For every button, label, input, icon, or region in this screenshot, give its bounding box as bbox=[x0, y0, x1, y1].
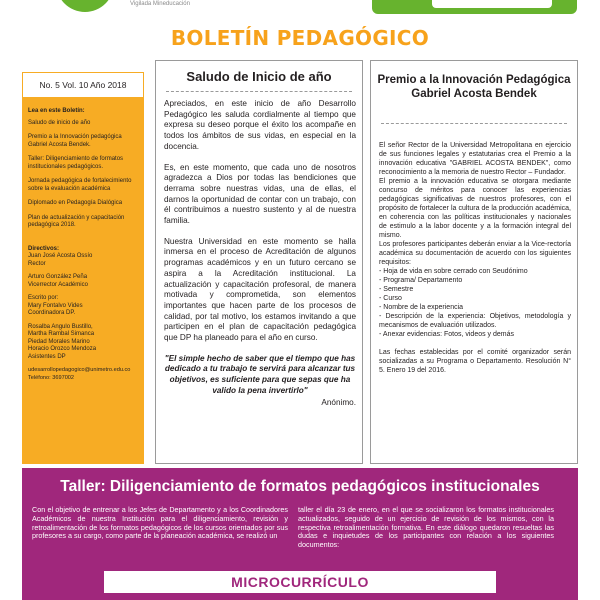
requirement-item: - Semestre bbox=[379, 286, 414, 293]
premio-title: Premio a la Innovación Pedagógica Gabriel Acosta Bendek bbox=[377, 74, 571, 100]
requirement-item: - Programa/ Departamento bbox=[379, 277, 463, 284]
green-banner-shape bbox=[372, 0, 577, 14]
paragraph: Es, en este momento, que cada uno de nosotros agradezca a Dios por todas las bendiciones que derrama sobre nuestras vidas, una de ellas, el darnos la oportunidad de contar con un trabajo, con él contribuimos a nuestro sustento y al de nuestra familia. bbox=[164, 162, 356, 226]
assistants-entry: Rosalba Angulo Bustillo, Martha Rambal Simanca Piedad Morales Marino Horacio Orozco Mendoza Asistentes DP bbox=[28, 323, 97, 360]
sidebar bbox=[22, 72, 144, 464]
contents-item: Premio a la Innovación pedagógica Gabriel Acosta Bendek. bbox=[28, 134, 122, 148]
taller-title: Taller: Diligenciamiento de formatos pedagógicos institucionales bbox=[60, 478, 540, 495]
contents-item: Diplomado en Pedagogía Dialógica bbox=[28, 200, 123, 206]
paragraph: Apreciados, en este inicio de año Desarrollo Pedagógico les saluda cordialmente al tiempo que expresa su deseo porque el éxito los acompañe en todos los ámbitos de sus vidas, en especial en la docencia. bbox=[164, 99, 356, 151]
contact-entry: udesarrollopedagogico@unimetro.edu.co Teléfono: 3697002 bbox=[28, 367, 131, 381]
contents-item: Taller: Diligenciamiento de formatos institucionales pedagógicos. bbox=[28, 156, 124, 170]
paragraph: Los profesores participantes deberán enviar a la Vice-rectoría académica su documentación de acuerdo con los siguientes requisitos: bbox=[379, 241, 571, 266]
director-entry: Juan José Acosta Ossío Rector bbox=[28, 253, 93, 267]
taller-section bbox=[22, 468, 578, 600]
issue-number: No. 5 Vol. 10 Año 2018 bbox=[22, 72, 144, 98]
university-logo bbox=[56, 0, 114, 12]
premio-body bbox=[379, 141, 571, 375]
requirement-item: - Nombre de la experiencia bbox=[379, 304, 464, 311]
paragraph: El señor Rector de la Universidad Metropolitana en ejercicio de sus funciones legales y estatutarias crea el Premio a la innovación educativa "GABRIEL ACOSTA BENDEK", como reconocimiento a la memoria de nuestro Rector – Fundador. bbox=[379, 142, 571, 176]
divider bbox=[381, 123, 567, 124]
contents-item: Jornada pedagógica de fortalecimiento sobre la evaluación académica bbox=[28, 178, 132, 192]
saludo-article bbox=[155, 60, 363, 464]
requirement-item: - Anexar evidencias: Fotos, videos y demás bbox=[379, 331, 515, 338]
tagline: Vigilada Mineducación bbox=[130, 1, 190, 7]
contents-heading: Lea en este Boletín: bbox=[28, 108, 85, 114]
microcurriculo-banner: MICROCURRÍCULO bbox=[104, 571, 496, 593]
requirement-item: - Hoja de vida en sobre cerrado con Seudónimo bbox=[379, 268, 528, 275]
newsletter-title: BOLETÍN PEDAGÓGICO bbox=[170, 26, 430, 50]
quote: "El simple hecho de saber que el tiempo que has dedicado a tu trabajo te servirá para alcanzar tus objetivos, es suficiente para que sepas que ha valido la pena invertirlo" bbox=[164, 353, 356, 395]
paragraph: Las fechas establecidas por el comité organizador serán socializadas a su Programa o Departamento. Resolución N° 5. Enero 19 del 2016. bbox=[379, 349, 571, 374]
taller-text-right: taller el día 23 de enero, en el que se socializaron los formatos institucionales actualizados, seguido de un ejercicio de revisión de los mismos, con la respectiva retroalimentación formativa. En este diálogo quedaron resueltas las dudas e inquietudes de los participantes con relación a los siguientes documentos: bbox=[298, 505, 554, 550]
saludo-body bbox=[164, 99, 356, 408]
sidebar-contents bbox=[28, 108, 140, 388]
top-banner bbox=[0, 0, 600, 22]
quote-author: Anónimo. bbox=[321, 397, 356, 407]
taller-text-left: Con el objetivo de entrenar a los Jefes de Departamento y a los Coordinadores Académicos de nuestra Institución para el diligenciamiento, revisión y retroalimentación de los formatos pedagógicos de los cursos orientados por sus profesores a su cargo, como parte de la planeación académica, se realizó un bbox=[32, 505, 288, 541]
divider bbox=[166, 91, 352, 92]
requirement-item: - Curso bbox=[379, 295, 402, 302]
directors-heading: Directivos: bbox=[28, 245, 60, 252]
author-entry: Escrito por: Mary Fontalvo Vides Coordinadora DP. bbox=[28, 295, 83, 316]
saludo-title: Saludo de Inicio de año bbox=[186, 69, 332, 84]
premio-article bbox=[370, 60, 578, 464]
director-entry: Arturo González Peña Vicerrector Académico bbox=[28, 274, 88, 288]
paragraph: Nuestra Universidad en este momento se halla inmersa en el proceso de Acreditación de algunos programas académicos y en un futuro cercano se aspira a la Acreditación institucional. La actualización y capacitación profesoral, de manera motivada y comprometida, son elementos importantes que hacen parte de los procesos de calidad, por tal motivo, los estamos invitando a que participen en el plan de capacitación pedagógica que DP ha planeado para el año en curso. bbox=[164, 236, 356, 343]
contents-item: Plan de actualización y capacitación pedagógica 2018. bbox=[28, 214, 125, 228]
requirement-item: - Descripción de la experiencia: Objetivos, metodología y mecanismos de evaluación utilizados. bbox=[379, 313, 571, 329]
paragraph: El premio a la innovación educativa se otorgara mediante concurso de méritos para conocer las experiencias pedagógicas significativas de nuestros profesores, con el propósito de fortalecer la cultura de la producción académica, en coherencia con las políticas institucionales y nacionales de estimulo a la labor docente y a la formación integral del mismo. bbox=[379, 178, 571, 239]
contents-item: Saludo de inicio de año bbox=[28, 119, 91, 126]
